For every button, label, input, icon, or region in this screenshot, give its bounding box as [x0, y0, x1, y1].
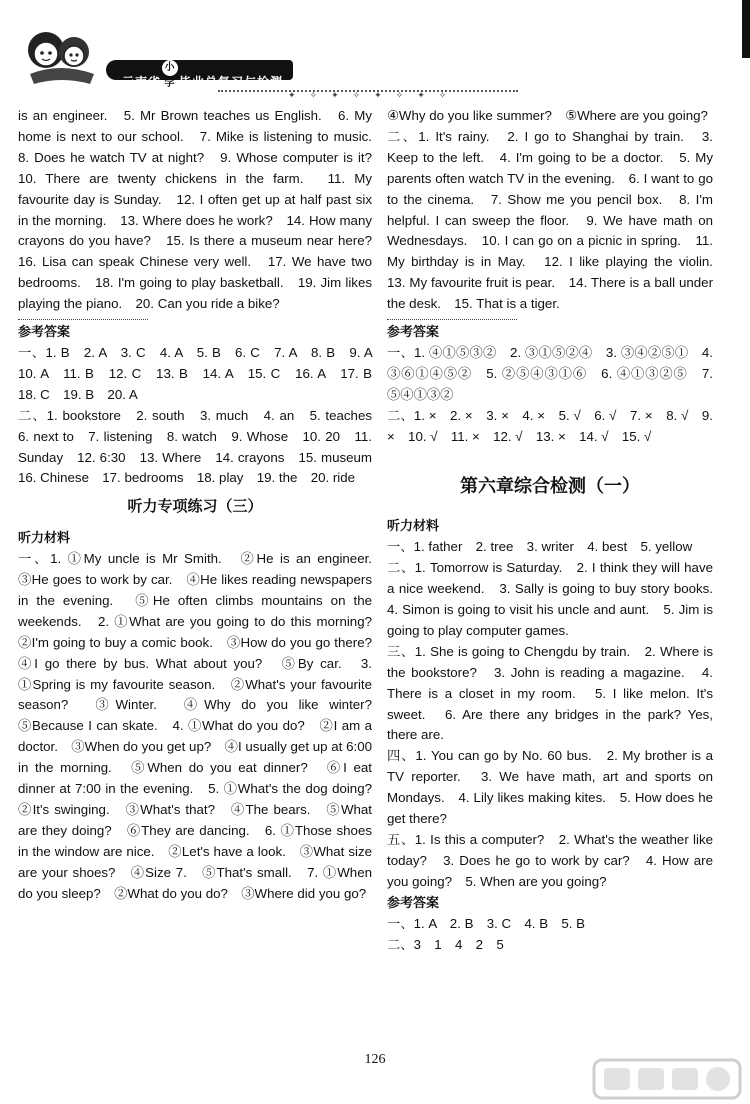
answers-heading-2: 参考答案 — [387, 894, 440, 910]
test-answers-part-1: 一、1. A 2. B 3. C 4. B 5. B — [387, 915, 586, 931]
test-part-2: 二、1. Tomorrow is Saturday. 2. I think they will have a nice weekend. 3. Sally is going to buy story books. 4. Simon is going to visit his uncle and aunt. 5. Jim is going to play computer games. — [387, 560, 727, 638]
page-header — [18, 24, 518, 100]
test-part-5: 五、1. Is this a computer? 2. What's the weather like today? 3. Does he go to work by car? 4. How are you going? 5. When are you going? — [387, 832, 713, 889]
right-column — [387, 106, 727, 955]
header-decoration-stars-icon: ✦✧✦✧✦✧✦✧ — [288, 90, 461, 100]
section-title-chapter-6-test: 第六章综合检测（一） — [460, 475, 640, 496]
banner-ring: 小学 — [162, 60, 178, 76]
test-answers-part-2: 二、3 1 4 2 5 — [387, 936, 504, 952]
answers-part-1: 一、1. B 2. A 3. C 4. A 5. B 6. C 7. A 8. B 9. A 10. A 11. B 12. C 13. B 14. A 15. C 16. A 17. B 18. C 19. B 20. A — [18, 344, 386, 402]
answers-heading: 参考答案 — [387, 324, 440, 340]
test-part-1: 一、1. father 2. tree 3. writer 4. best 5. yellow — [387, 539, 693, 555]
right-continuation: ④Why do you like summer? ⑤Where are you going? — [387, 108, 708, 123]
page-edge-bar — [742, 0, 750, 58]
answers-true-false: 二、1. × 2. × 3. × 4. × 5. √ 6. √ 7. × 8. √ 9. × 10. √ 11. × 12. √ 13. × 14. √ 15. √ — [387, 407, 713, 444]
test-part-3: 三、1. She is going to Chengdu by train. 2. Where is the bookstore? 3. John is reading a magazine. 4. There is a closet in my room. 5. I like melon. It's sweet. 6. Are there any bridges in the park? Yes, there are. — [387, 643, 713, 743]
banner-suffix: 毕业总复习与检测 — [179, 75, 284, 89]
dotted-divider — [387, 319, 517, 320]
answers-heading: 参考答案 — [18, 324, 71, 340]
listening-material-heading: 听力材料 — [18, 530, 71, 546]
banner-prefix: 云南省 — [122, 75, 162, 89]
section-title-listening-3: 听力专项练习（三） — [127, 498, 263, 516]
right-part-2-sentences: 二、1. It's rainy. 2. I go to Shanghai by train. 3. Keep to the left. 4. I'm going to be a doctor. 5. My parents often watch TV in the evening. 6. I want to go to the cinema. 7. Show me you pencil box. 8. I'm helpful. I can sweep the floor. 9. We have math on Wednesdays. 10. I can go on a picnic in spring. 11. My birthday is in May. 12. I like playing the violin. 13. My favourite fruit is pear. 14. There is a ball under the desk. 15. That is a tiger. — [387, 128, 727, 312]
answers-part-2: 二、1. bookstore 2. south 3. much 4. an 5. teaches 6. next to 7. listening 8. watch 9. Whose 10. 20 11. Sunday 12. 6:30 13. Where 14. crayons 15. museum 16. Chinese 17. bedrooms 18. play 19. the 20. ride — [18, 407, 386, 486]
listening-material-heading: 听力材料 — [387, 518, 440, 534]
book-title-banner — [106, 60, 293, 89]
test-part-4: 四、1. You can go by No. 60 bus. 2. My brother is a TV reporter. 3. We have math, art and sports on Mondays. 4. Lily likes making kites. 5. How does he get there? — [387, 748, 713, 827]
answers-ordering: 一、1. ④①⑤③② 2. ③①⑤②④ 3. ③④②⑤① 4. ③⑥①④⑤② 5. ②⑤④③①⑥ 6. ④①③②⑤ 7. ⑤④①③② — [387, 344, 713, 402]
left-sentences: is an engineer. 5. Mr Brown teaches us English. 6. My home is next to our school. 7. Mike is listening to music. 8. Does he watch TV at night? 9. Whose computer is it? 10. There are twenty chickens in the farm. 11. My favourite day is Sunday. 12. I often get up at half past six in the morning. 13. Where does he work? 14. How many crayons do you have? 15. Is there a museum near here? 16. Lisa can speak Chinese very well. 17. We have two bedrooms. 18. I'm going to play basketball. 19. Jim likes playing the piano. 20. Can you ride a bike? — [18, 108, 386, 312]
dotted-divider — [18, 319, 148, 320]
children-mascot-icon — [18, 24, 108, 88]
page-number: 126 — [364, 1052, 386, 1067]
left-column — [18, 106, 386, 905]
listening-material-text: 一、1. ①My uncle is Mr Smith. ②He is an engineer. ③He goes to work by car. ④He likes reading newspapers in the evening. ⑤He often climbs mountains on the weekends. 2. ①What are you going to do this morning? ②I'm going to buy a comic book. ③How do you go there? ④I go there by bus. What about you? ⑤By car. 3. ①Spring is my favourite season. ②What's your favourite season? ③Winter. ④Why do you like winter? ⑤Because I can skate. 4. ①What do you do? ②I am a doctor. ③When do you get up? ④I usually get up at 6:00 in the morning. ⑤When do you eat dinner? ⑥I eat dinner at 7:00 in the evening. 5. ①What's the dog doing? ②It's swinging. ③What's that? ④The bears. ⑤What are they doing? ⑥They are dancing. 6. ①Those shoes in the window are nice. ②Let's have a look. ③What size are your shoes? ④Size 7. ⑤That's small. 7. ①When do you sleep? ②What do you do? ③Where did you go? — [18, 551, 386, 901]
site-watermark-logo-icon — [592, 1058, 742, 1100]
